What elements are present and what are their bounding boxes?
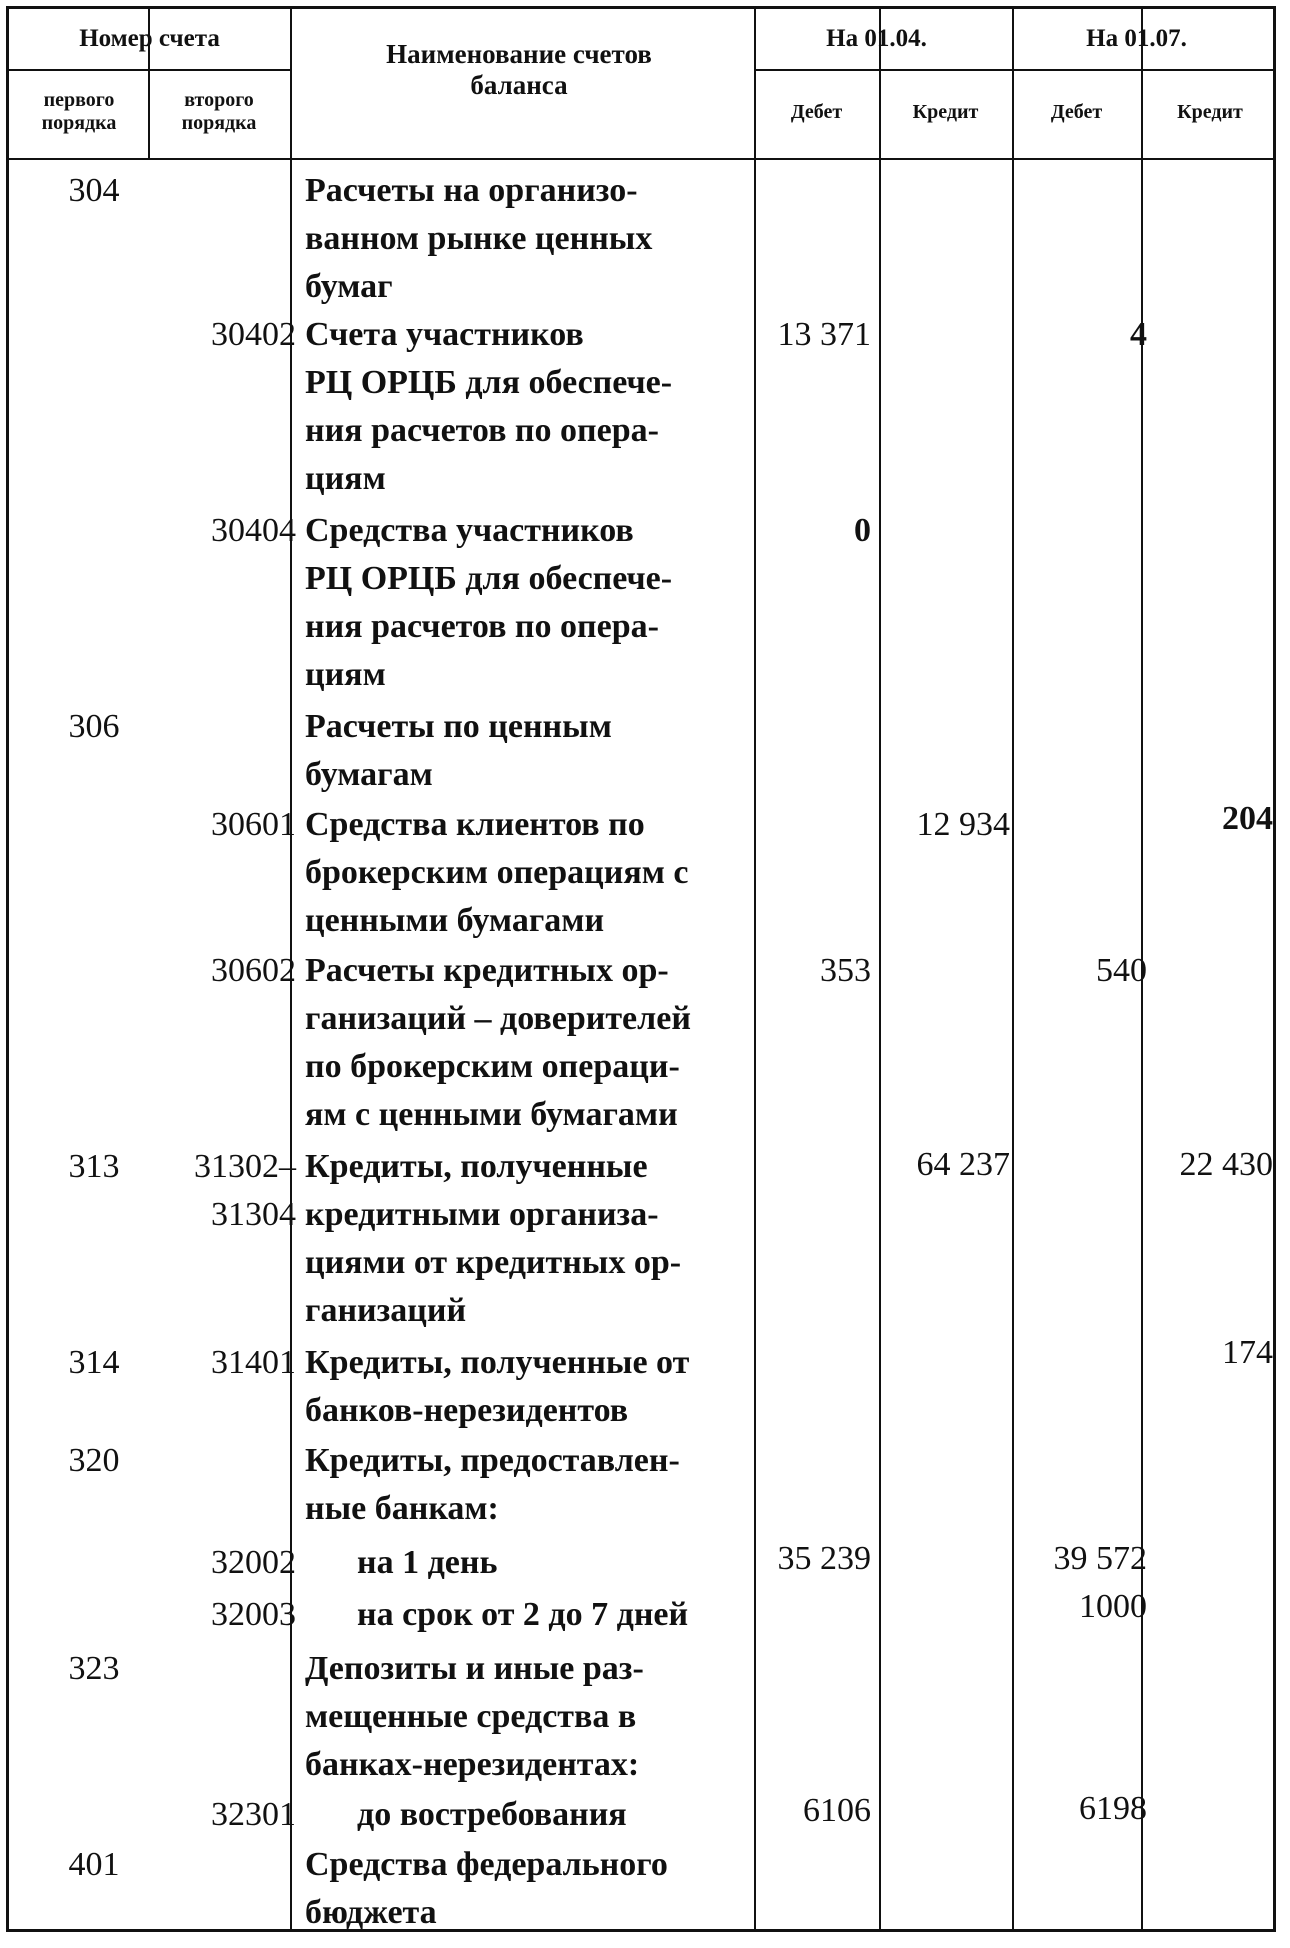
account-name: Средства федерального бюджета [305,1846,668,1931]
account-name: Расчеты по ценным бумагам [305,708,612,793]
debit-value-2: 6198 [1079,1790,1147,1827]
account-name: Кредиты, полученные кредитными организа- циями от кредитных ор- ганизаций [305,1148,682,1329]
account-name: Кредиты, предоставлен- ные банкам: [305,1442,680,1527]
second-order-number: 32301 [211,1796,296,1833]
debit-value-1: 0 [854,512,871,549]
second-order-number: 30602 [211,952,296,989]
first-order-number: 304 [68,172,120,209]
account-name: на срок от 2 до 7 дней [357,1596,689,1633]
credit-value-2: 22 430 [1179,1146,1273,1183]
first-order-number: 314 [68,1344,120,1381]
divider [754,69,1276,71]
header-debit-2: Дебет [1050,101,1103,123]
account-name: Депозиты и иные раз- мещенные средства в банках-нерезидентах: [305,1650,644,1783]
header-credit-2: Кредит [1177,101,1243,123]
credit-value-1: 64 237 [916,1146,1010,1183]
header-period-2: На 01.07. [1086,25,1187,52]
credit-value-2: 174 [1222,1334,1273,1371]
second-order-number: 32002 [211,1544,296,1581]
debit-value-2: 1000 [1079,1588,1147,1625]
debit-value-1: 6106 [803,1792,871,1829]
debit-value-1: 35 239 [777,1540,871,1577]
debit-value-2: 540 [1096,952,1147,989]
account-name: Кредиты, полученные от банков-нерезидентов [305,1344,690,1429]
header-balance-name: Наименование счетов баланса [386,39,652,101]
header-first-order: первого порядка [41,89,117,134]
second-order-number: 31302– 31304 [194,1148,296,1233]
debit-value-1: 353 [820,952,871,989]
credit-value-2: 204 [1222,800,1273,837]
first-order-number: 320 [68,1442,120,1479]
second-order-number: 30601 [211,806,296,843]
account-name: Расчеты на организо- ванном рынке ценных бумаг [305,172,653,305]
account-name: Расчеты кредитных ор- ганизаций – доверителей по брокерским операци- ям с ценными бумагами [305,952,691,1133]
header-credit-1: Кредит [912,101,979,123]
divider [1012,9,1014,1929]
second-order-number: 32003 [211,1596,296,1633]
account-name: Средства участников РЦ ОРЦБ для обеспече- ния расчетов по опера- циям [305,512,673,693]
first-order-number: 401 [68,1846,120,1883]
first-order-number: 313 [68,1148,120,1185]
header-debit-1: Дебет [790,101,843,123]
account-name: на 1 день [357,1544,498,1581]
debit-value-1: 13 371 [777,316,871,353]
second-order-number: 31401 [211,1344,296,1381]
first-order-number: 306 [68,708,120,745]
divider [879,9,881,1929]
account-name: Средства клиентов по брокерским операциям с ценными бумагами [305,806,689,939]
header-account-number: Номер счета [79,25,220,52]
header-second-order: второго порядка [181,89,257,134]
first-order-number: 323 [68,1650,120,1687]
second-order-number: 30402 [211,316,296,353]
account-name: до востребования [357,1796,627,1833]
account-name: Счета участников РЦ ОРЦБ для обеспече- ния расчетов по опера- циям [305,316,673,497]
second-order-number: 30404 [211,512,296,549]
balance-table [6,6,1276,1932]
debit-value-2: 4 [1130,316,1147,353]
divider [9,158,1276,160]
divider [9,69,290,71]
credit-value-1: 12 934 [916,806,1010,843]
header-period-1: На 01.04. [826,25,927,52]
debit-value-2: 39 572 [1053,1540,1147,1577]
